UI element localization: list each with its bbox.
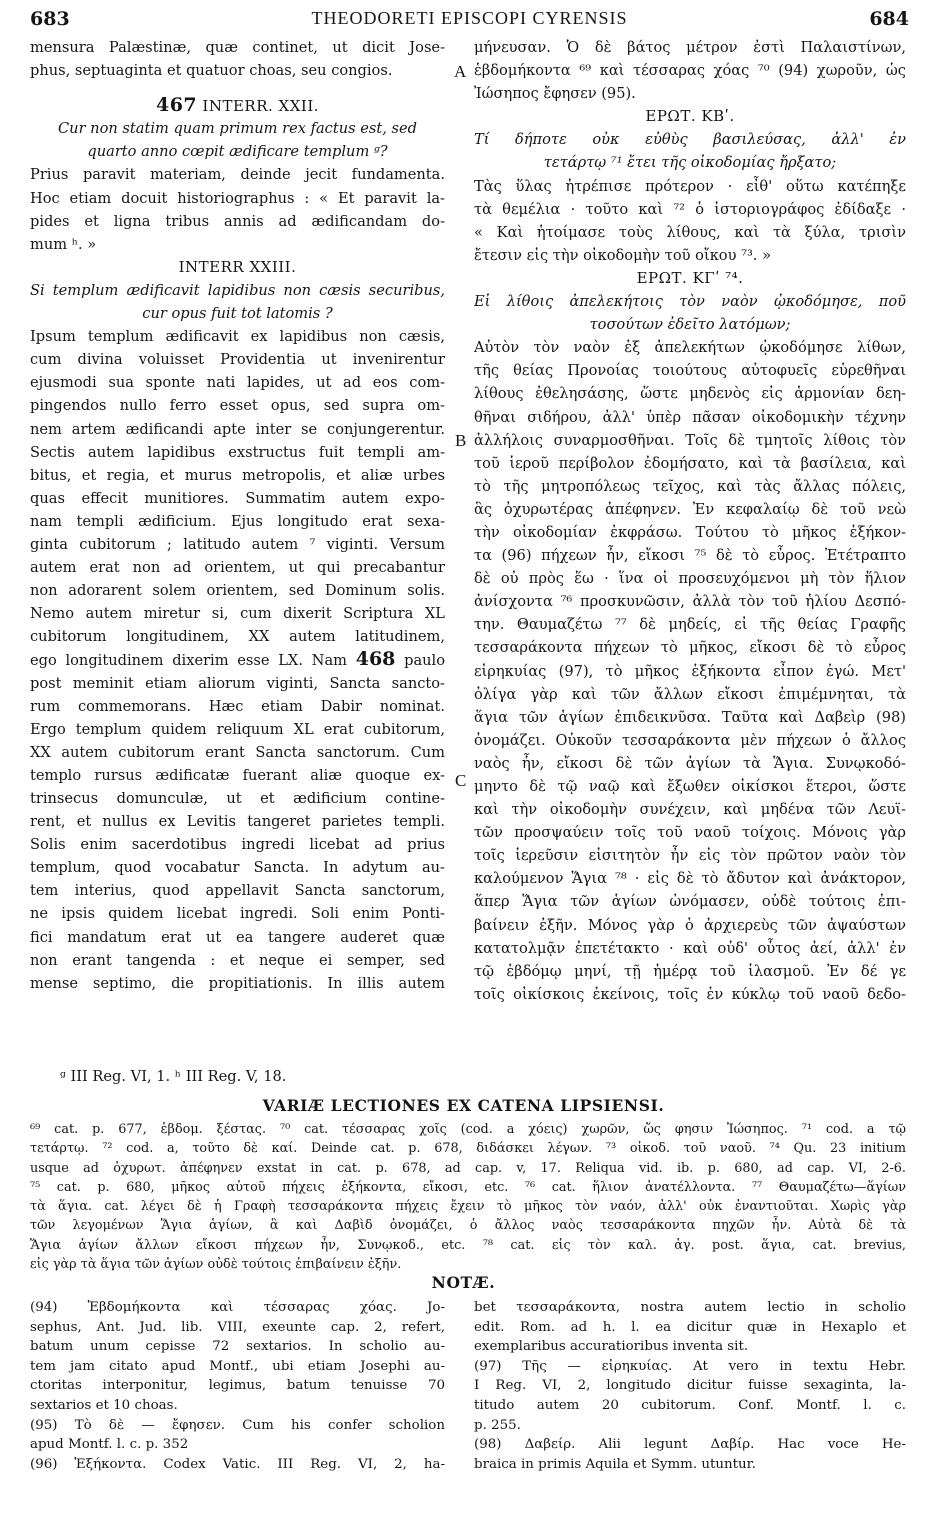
text-line: (97) Τῆς — εἰρηκυίας. At vero in textu Hebr. — [474, 1358, 906, 1374]
text-line: ctoritas interponitur, legimus, batum tenuisse 70 — [30, 1378, 445, 1394]
text-line: τετάρτῳ ⁷¹ ἔτει τῆς οἰκοδομίας ἤρξατο; — [543, 154, 837, 172]
text-line: ἑβδομήκοντα ⁶⁹ καὶ τέσσαρας χόας ⁷⁰ (94) χωροῦν, ὡς — [474, 62, 906, 80]
text-line: Εἰ λίθοις ἀπελεκήτοις τὸν ναὸν ᾠκοδόμησε, ποῦ — [474, 293, 906, 311]
text-line: Αὐτὸν τὸν ναὸν ἐξ ἀπελεκήτων ᾠκοδόμησε λίθων, — [474, 339, 906, 357]
text-line: τοῖς ἱερεῦσιν εἰσιτητὸν ἦν εἰς τὸν πρῶτον ναὸν τὸν — [474, 847, 906, 865]
notae-title: NOTÆ. — [431, 1273, 496, 1292]
text-line: cur opus fuit tot latomis ? — [142, 305, 333, 323]
text-line: τὰ ἅγια. cat. λέγει δὲ ἡ Γραφὴ τεσσαράκοντα πήχεις ἔχειν τὸ μῆκος τὸν ναόν, ἀλλ' οὐκ ἐναντιοῦται. Χωρὶς γὰρ — [30, 1199, 906, 1215]
text-line: nam templi ædificium. Ejus longitudo erat sexa- — [30, 512, 445, 530]
text-line: Ἅγια ἁγίων ἄλλων εἴκοσι πήχεων ἦν, Συνῳκοδ., etc. ⁷⁸ cat. εἰς τὸν καλ. ἁγ. post. ἅγια, cat. brevius, — [30, 1237, 906, 1253]
text-line: Τί δήποτε οὐκ εὐθὺς βασιλεύσας, ἀλλ' ἐν — [474, 131, 906, 149]
text-line: ἀλλήλοις συναρμοσθῆναι. Τοῖς δὲ τμητοῖς λίθοις τὸν — [474, 431, 906, 449]
text-line: μηντο δὲ τῷ ναῷ καὶ ἔξωθεν οἰκίσκοι ἕτεροι, ὥστε — [474, 778, 906, 795]
text-line: cum divina voluisset Providentia ut invenirentur — [30, 351, 445, 369]
text-line: batum unum cepisse 72 sextarios. In scholio au- — [30, 1339, 445, 1355]
text-line: ἅπερ Ἅγια τῶν ἁγίων ὠνόμασεν, οὐδὲ τούτοις ἐπι- — [474, 893, 906, 911]
text-line: INTERR XXIII. — [178, 257, 297, 276]
text-line: εἰς γὰρ τὰ ἅγια τῶν ἁγίων οὐδὲ τούτοις ἐπιβαίνειν ἐξῆν. — [30, 1257, 402, 1273]
text-line: κατατολμᾷν ἐπετέτακτο · καὶ οὐδ' οὗτος ἀεί, ἀλλ' ἐν — [474, 939, 906, 957]
text-line: Ἰώσηπος ἔφησεν (95). — [474, 85, 636, 103]
text-line: ginta cubitorum ; latitudo autem ⁷ viginti. Versum — [30, 535, 445, 553]
text-line: καλούμενον Ἅγια ⁷⁸ · εἰς δὲ τὸ ἄδυτον καὶ ἀνάκτορον, — [474, 870, 906, 888]
margin-letter-b: B — [455, 431, 467, 450]
text-line: rent, et nullus ex Levitis tangeret parietes templi. — [30, 813, 445, 831]
text-line: Prius paravit materiam, deinde jecit fundamenta. — [30, 166, 445, 184]
text-fragment: paulo — [404, 652, 445, 670]
text-line: τα (96) πήχεων ἦν, εἴκοσι ⁷⁵ δὲ τὸ εὖρος. Ἐτέτραπτο — [474, 547, 906, 565]
text-line: Τὰς ὕλας ἡτρέπισε πρότερον · εἶθ' οὕτω κατέπηξε — [474, 177, 906, 195]
text-line: καὶ τὴν οἰκοδομὴν συνέχειν, καὶ μηδένα τῶν Λευϊ- — [474, 801, 906, 819]
text-line: sextarios et 10 choas. — [30, 1397, 178, 1413]
text-line: δὲ οὐ πρὸς ἕω · ἵνα οἱ προσευχόμενοι μὴ τὸν ἥλιον — [474, 570, 906, 588]
text-line: bitus, et regia, et murus metropolis, et aliæ urbes — [30, 466, 445, 484]
text-line: autem erat non ad orientem, ut qui precabantur — [30, 559, 445, 577]
text-line: apud Montf. l. c. p. 352 — [30, 1437, 189, 1453]
text-line: Ergo templum quidem reliquum XL erat cubitorum, — [30, 720, 445, 738]
page-number-right: 684 — [869, 8, 909, 30]
greek-column — [474, 36, 906, 1006]
text-line: ⁷⁵ cat. p. 680, μῆκος αὐτοῦ πήχεις ἑξήκοντα, εἴκοσι, etc. ⁷⁶ cat. ἥλιον ἀνατέλλοντα. ⁷⁷ Θαυμαζέτω—ἅγίων — [30, 1179, 906, 1195]
text-line: bet τεσσαράκοντα, nostra autem lectio in scholio — [474, 1300, 906, 1315]
text-line: ἅγια τῶν ἁγίων ἐπιδεικνῦσα. Ταῦτα καὶ Δαβεὶρ (98) — [474, 708, 906, 726]
text-line: τὴν οἰκοδομίαν ἐκφράσω. Τούτου τὸ μῆκος ἑξήκον- — [474, 523, 906, 541]
text-line: non adorarent solem orientem, sed Dominum solis. — [30, 582, 445, 600]
page-number-left: 683 — [30, 8, 70, 30]
text-line: mum ʰ. » — [30, 235, 97, 253]
text-line: τὰ θεμέλια · τοῦτο καὶ ⁷² ὁ ἱστοριογράφος ἐδίδαξε · — [474, 200, 906, 218]
text-line: τοῦ ἱεροῦ περίβολον ἐδομήσατο, καὶ τὰ βασίλεια, καὶ — [474, 454, 906, 472]
running-title: THEODORETI EPISCOPI CYRENSIS — [311, 8, 628, 28]
page-header — [30, 8, 909, 34]
text-line: templo rursus ædificatæ fuerant aliæ quoque ex- — [30, 766, 445, 784]
text-line: τοῖς οἰκίσκοις ἐκείνοις, τοῖς ἐν κύκλῳ τοῦ ναοῦ δεδο- — [474, 985, 906, 1003]
text-line: tem interius, quod appellavit Sancta sanctorum, — [30, 882, 445, 900]
text-line: τῆς θείας Προνοίας τοιούτους αὐτοφυεῖς εὑρεθῆναι — [474, 362, 906, 380]
text-line: pides et ligna tribus annis ad ædificandam do- — [30, 212, 445, 230]
text-line — [30, 648, 445, 671]
text-line: edit. Rom. ad h. l. ea dicitur quæ in Hexaplo et — [474, 1319, 906, 1335]
text-line: usque ad ὀχυρωτ. ἀπέφηνεν exstat in cat. p. 678, ad cap. v, 17. Reliqua vid. ib. p. 680, ad cap. VI, 2-6. — [30, 1160, 906, 1176]
text-line: quas effecit munitiores. Summatim autem expo- — [30, 489, 445, 507]
text-line: ΕΡΩΤ. ΚΓʹ ⁷⁴. — [636, 268, 744, 287]
text-line: ἔτεσιν εἰς τὴν οἰκοδομὴν τοῦ οἴκου ⁷³. » — [474, 246, 772, 264]
text-line: ὀνομάζει. Οὐκοῦν τεσσαράκοντα μὲν πήχεων ὁ ἄλλος — [474, 731, 906, 749]
margin-letter-a: A — [454, 62, 467, 81]
text-line — [30, 94, 445, 117]
text-line: templum, quod vocabatur Sancta. In adytum au- — [30, 859, 445, 877]
text-line: ⁶⁹ cat. p. 677, ἑβδομ. ξέστας. ⁷⁰ cat. τέσσαρας χοῖς (cod. a χόεις) χωρῶν, ὥς φησιν Ἰώσηπος. ⁷¹ cod. a τῷ — [30, 1122, 906, 1137]
text-line — [30, 82, 445, 94]
text-line: Si templum ædificavit lapidibus non cæsis securibus, — [30, 281, 445, 299]
variae-title: VARIÆ LECTIONES EX CATENA LIPSIENSI. — [262, 1096, 665, 1115]
text-line: μήνευσαν. Ὁ δὲ βάτος μέτρον ἐστὶ Παλαιστίνων, — [474, 39, 906, 56]
text-line: tem jam citato apud Montf., ubi etiam Josephi au- — [30, 1358, 445, 1374]
text-line: Ipsum templum ædificavit ex lapidibus non cæsis, — [30, 328, 445, 346]
text-line: p. 255. — [474, 1417, 521, 1433]
text-line: (98) Δαβείρ. Alii legunt Δαβίρ. Hac voce He- — [474, 1437, 906, 1453]
text-line: (96) Ἑξήκοντα. Codex Vatic. III Reg. VI, 2, ha- — [30, 1456, 445, 1472]
footnote-references: ᵍ III Reg. VI, 1. ʰ III Reg. V, 18. — [60, 1068, 287, 1085]
text-line: mensura Palæstinæ, quæ continet, ut dicit Jose- — [30, 39, 445, 56]
text-line: phus, septuaginta et quatuor choas, seu congios. — [30, 62, 393, 80]
section-number: 468 — [355, 648, 396, 671]
text-line: trinsecus domunculæ, ut et ædificium contine- — [30, 790, 445, 807]
text-line: Solis enim sacerdotibus ingredi licebat ad prius — [30, 836, 445, 854]
text-line: Nemo autem miretur si, cum dixerit Scriptura XL — [30, 605, 445, 623]
text-line: ne ipsis quidem licebat ingredi. Soli enim Ponti- — [30, 905, 445, 923]
text-line: τοσούτων ἐδεῖτο λατόμων; — [589, 316, 791, 334]
text-line: titudo autem 20 cubitorum. Conf. Montf. l. c. — [474, 1397, 906, 1413]
text-line: ὀλίγα γὰρ καὶ τῶν ἄλλων εἴκοσι ἐπιμέμνηται, τὰ — [474, 685, 906, 703]
text-line: ΕΡΩΤ. ΚΒʹ. — [645, 107, 735, 126]
text-line: XX autem cubitorum erant Sancta sanctorum. Cum — [30, 743, 445, 761]
text-line: Hoc etiam docuit historiographus : « Et paravit la- — [30, 189, 445, 207]
variae-lectiones — [30, 1120, 906, 1274]
text-line: rum commemorans. Hæc etiam Dabir nominat. — [30, 697, 445, 715]
margin-letter-c: C — [455, 771, 467, 790]
notae-right-column — [474, 1298, 906, 1474]
text-line: τεσσαράκοντα πήχεων τὸ μῆκος, εἴκοσι δὲ τὸ εὖρος — [474, 639, 906, 657]
text-line: τὸ τῆς μητροπόλεως τεῖχος, καὶ τὰς ἄλλας πόλεις, — [474, 477, 906, 495]
text-line: « Καὶ ἡτοίμασε τοὺς λίθους, καὶ τὰ ξύλα, τρισὶν — [474, 223, 906, 241]
text-line: τῶν λεγομένων Ἅγια ἁγίων, ἃ καὶ Δαβὶδ ὀνομάζει, ὁ ἄλλος ναὸς τεσσαράκοντα πηχῶν ἦν. Αὐτὰ δὲ τὰ — [30, 1218, 906, 1234]
interr-heading: INTERR. XXII. — [202, 97, 320, 116]
text-line: sephus, Ant. Jud. lib. VIII, exeunte cap. 2, refert, — [30, 1319, 445, 1335]
text-line: post meminit etiam aliorum viginti, Sancta sancto- — [30, 674, 445, 692]
text-line: ejusmodi sua sponte nati lapides, ut ad eos com- — [30, 374, 445, 392]
section-number: 467 — [155, 94, 198, 117]
text-fragment: ego longitudinem dixerim esse LX. Nam — [30, 652, 347, 670]
text-line: ἃς ὀχυρωτέρας ἀπέφηνεν. Ἐν κεφαλαίῳ δὲ τοῦ νεὼ — [474, 500, 906, 518]
text-line: (94) Ἑβδομήκοντα καὶ τέσσαρας χόας. Jo- — [30, 1300, 445, 1315]
text-line: braica in primis Aquila et Symm. utuntur. — [474, 1456, 756, 1472]
text-line: Sectis autem lapidibus exstructus fuit templi am- — [30, 443, 445, 461]
text-line: τῷ ἑβδόμῳ μηνί, τῇ ἡμέρᾳ τοῦ ἱλασμοῦ. Ἐν δέ γε — [474, 962, 906, 980]
text-line: (95) Τὸ δὲ — ἔφησεν. Cum his confer scholion — [30, 1417, 445, 1433]
latin-column — [30, 36, 445, 995]
text-line: exemplaribus accuratioribus inventa sit. — [474, 1339, 749, 1355]
text-line: Cur non statim quam primum rex factus est, sed — [58, 120, 417, 138]
text-line: pingendos nullo ferro esset opus, sed supra om- — [30, 397, 445, 415]
text-line: fici mandatum erat ut ea tangere auderet quæ — [30, 928, 445, 946]
text-line: ἀνίσχοντα ⁷⁶ προσκυνῶσιν, ἀλλὰ τὸν τοῦ ἡλίου Δεσπό- — [474, 593, 906, 611]
text-line: non erant tangenda : et neque ei semper, sed — [30, 951, 445, 969]
text-line: εἰρηκυίας (97), τὸ μῆκος ἑξήκοντα εἶπον ἐγώ. Μετ' — [474, 662, 906, 680]
text-line: ναὸς ἦν, εἴκοσι δὲ τῶν ἁγίων τὰ Ἅγια. Συνῳκοδό- — [474, 754, 906, 772]
text-line: I Reg. VI, 2, longitudo dicitur fuisse sexaginta, la- — [474, 1378, 906, 1394]
text-line: τῶν προσψαύειν τοῖς τοῦ ναοῦ τοίχοις. Μόνοις γὰρ — [474, 824, 906, 842]
text-line: cubitorum longitudinem, XX autem latitudinem, — [30, 628, 445, 646]
text-line: λίθους ἐθελησάσης, ὥστε μηδενὸς εἰς ἁρμονίαν δεη- — [474, 385, 906, 403]
text-line: θῆναι σιδήρου, ἀλλ' ὑπὲρ πᾶσαν οἰκοδομικὴν τέχνην — [474, 408, 906, 426]
text-line: τετάρτῳ. ⁷² cod. a, τοῦτο δὲ καί. Deinde cat. p. 678, διδάσκει λέγων. ⁷³ οἰκοδ. τοῦ ναοῦ. ⁷⁴ Qu. 23 initium — [30, 1141, 906, 1157]
text-line: βαίνειν ἐξῆν. Μόνος γὰρ ὁ ἀρχιερεὺς τῶν ἀψαύστων — [474, 916, 906, 934]
text-line: mense septimo, die propitiationis. In illis autem — [30, 974, 445, 992]
text-line: την. Θαυμαζέτω ⁷⁷ δὲ μηδείς, εἰ τῆς θείας Γραφῆς — [474, 616, 906, 634]
text-line: quarto anno cœpit ædificare templum ᵍ? — [87, 143, 388, 161]
notae-left-column — [30, 1298, 445, 1474]
text-line: nem artem ædificandi apte inter se conjungerentur. — [30, 420, 445, 438]
